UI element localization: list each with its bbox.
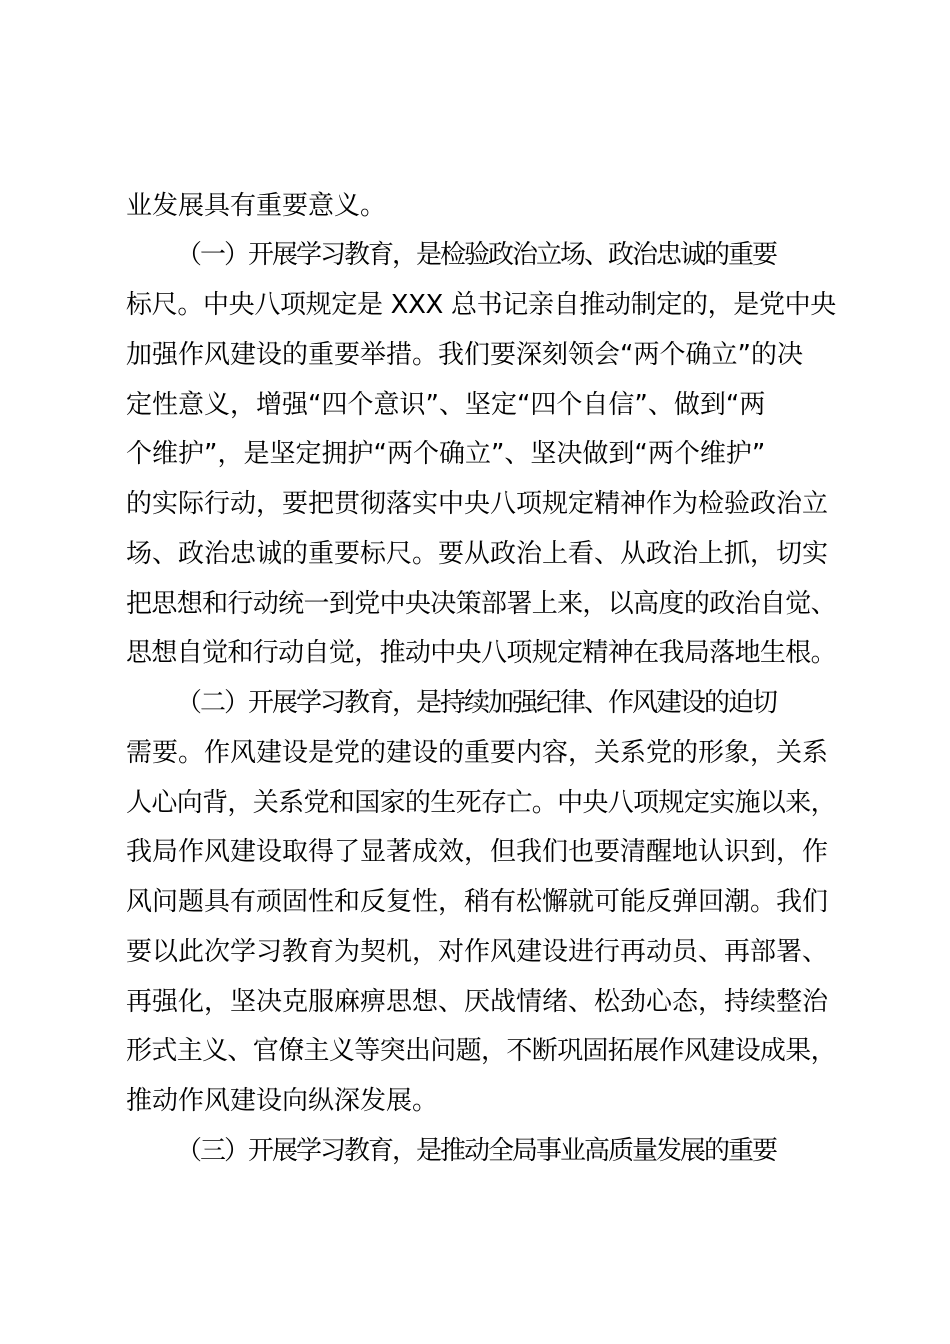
body-text-line: 再强化，坚决克服麻痹思想、厌战情绪、松劲心态，持续整治 bbox=[126, 987, 829, 1017]
body-text-line: 人心向背，关系党和国家的生死存亡。中央八项规定实施以来， bbox=[126, 788, 837, 818]
paragraph-heading-line: （二）开展学习教育，是持续加强纪律、作风建设的迫切 bbox=[176, 688, 777, 718]
body-text-line: 风问题具有顽固性和反复性，稍有松懈就可能反弹回潮。我们 bbox=[126, 887, 829, 917]
body-text-line: 思想自觉和行动自觉，推动中央八项规定精神在我局落地生根。 bbox=[126, 638, 837, 668]
body-text-line: 把思想和行动统一到党中央决策部署上来，以高度的政治自觉、 bbox=[126, 589, 837, 619]
paragraph-heading-line: （一）开展学习教育，是检验政治立场、政治忠诚的重要 bbox=[176, 240, 777, 270]
body-text-line: 我局作风建设取得了显著成效，但我们也要清醒地认识到，作 bbox=[126, 837, 829, 867]
body-text-line: 形式主义、官僚主义等突出问题，不断巩固拓展作风建设成果， bbox=[126, 1036, 837, 1066]
paragraph-heading-line: （三）开展学习教育，是推动全局事业高质量发展的重要 bbox=[176, 1136, 777, 1166]
body-text-line: 推动作风建设向纵深发展。 bbox=[126, 1086, 439, 1116]
body-text-line: 场、政治忠诚的重要标尺。要从政治上看、从政治上抓，切实 bbox=[126, 539, 829, 569]
body-text-line: 需要。作风建设是党的建设的重要内容，关系党的形象，关系 bbox=[126, 738, 829, 768]
body-text-line: 个维护”，是坚定拥护“两个确立”、坚决做到“两个维护” bbox=[126, 439, 766, 469]
body-text-line: 加强作风建设的重要举措。我们要深刻领会“两个确立”的决 bbox=[126, 340, 803, 370]
body-text-line: 要以此次学习教育为契机，对作风建设进行再动员、再部署、 bbox=[126, 937, 829, 967]
body-text-line: 定性意义，增强“四个意识”、坚定“四个自信”、做到“两 bbox=[126, 390, 766, 420]
body-text-line: 标尺。中央八项规定是 XXX 总书记亲自推动制定的，是党中央 bbox=[126, 290, 836, 320]
body-text-line: 业发展具有重要意义。 bbox=[126, 191, 387, 221]
body-text-line: 的实际行动，要把贯彻落实中央八项规定精神作为检验政治立 bbox=[126, 489, 829, 519]
